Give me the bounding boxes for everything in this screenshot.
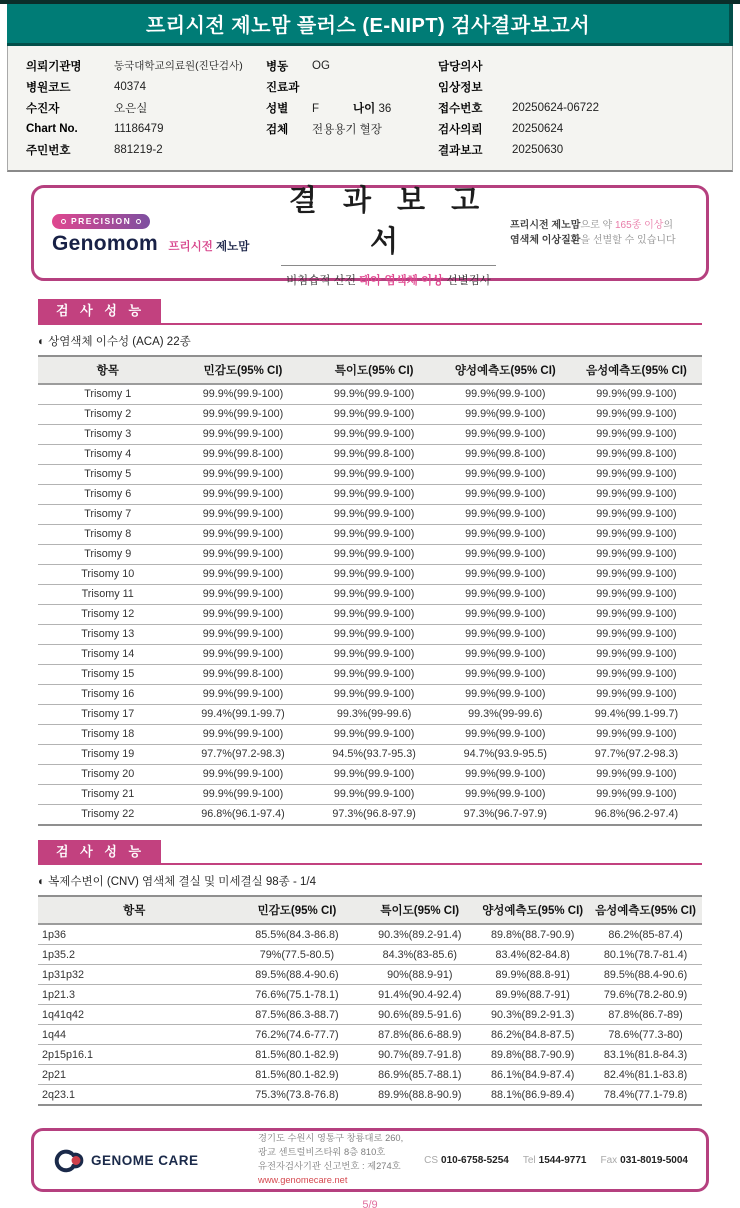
address-line-2: 유전자검사기관 신고번호 : 제274호 — [258, 1161, 401, 1172]
page-number: 5/9 — [362, 1199, 378, 1208]
value-cell: 89.8%(88.7-90.9) — [476, 924, 589, 945]
column-header: 민감도(95% CI) — [177, 356, 308, 384]
value-cell: 85.5%(84.3-86.8) — [231, 924, 364, 945]
value-cell: 87.5%(86.3-88.7) — [231, 1005, 364, 1025]
column-header: 특이도(95% CI) — [363, 896, 476, 924]
section-header-cnv — [38, 840, 702, 866]
value-cell: 99.9%(99.9-100) — [571, 524, 702, 544]
field-label-report-date: 결과보고 — [438, 144, 483, 157]
value-cell: 99.9%(99.9-100) — [440, 664, 571, 684]
footer — [31, 1128, 709, 1192]
column-header: 양성예측도(95% CI) — [476, 896, 589, 924]
value-cell: 99.9%(99.9-100) — [309, 764, 440, 784]
field-label-doctor: 담당의사 — [438, 60, 483, 73]
table-row — [38, 484, 702, 504]
value-cell: 99.9%(99.9-100) — [309, 544, 440, 564]
value-cell: 99.9%(99.9-100) — [440, 604, 571, 624]
value-cell: 99.9%(99.9-100) — [440, 564, 571, 584]
field-value-resident-no: 881219-2 — [114, 143, 163, 156]
table-row — [38, 1005, 702, 1025]
value-cell: 99.9%(99.9-100) — [440, 584, 571, 604]
value-cell: 99.9%(99.9-100) — [440, 404, 571, 424]
value-cell: 99.9%(99.9-100) — [440, 764, 571, 784]
field-label-patient-name: 수진자 — [26, 102, 60, 115]
result-report-banner — [31, 185, 709, 287]
value-cell: 99.9%(99.9-100) — [571, 764, 702, 784]
item-cell: Trisomy 19 — [38, 744, 177, 764]
value-cell: 99.9%(99.9-100) — [309, 384, 440, 405]
brand-korean: 프리시전 제노맘 — [168, 240, 250, 253]
item-cell: Trisomy 14 — [38, 644, 177, 664]
item-cell: 1p35.2 — [38, 945, 231, 965]
value-cell: 89.9%(88.8-90.9) — [363, 1085, 476, 1106]
age-value: 36 — [378, 102, 392, 115]
value-cell: 99.3%(99-99.6) — [309, 704, 440, 724]
item-cell: Trisomy 17 — [38, 704, 177, 724]
website-url: www.genomecare.net — [258, 1175, 348, 1186]
table-row — [38, 624, 702, 644]
field-value-specimen: 전용용기 혈장 — [312, 123, 382, 136]
badge-dot-left-icon — [61, 219, 66, 224]
section-tab-label: 검 사 성 능 — [38, 299, 161, 323]
field-value-patient-name: 오은실 — [114, 102, 148, 115]
item-cell: Trisomy 7 — [38, 504, 177, 524]
value-cell: 99.9%(99.9-100) — [440, 724, 571, 744]
table-row — [38, 644, 702, 664]
value-cell: 99.9%(99.9-100) — [440, 644, 571, 664]
value-cell: 79.6%(78.2-80.9) — [589, 985, 702, 1005]
value-cell: 99.4%(99.1-99.7) — [177, 704, 308, 724]
value-cell: 88.1%(86.9-89.4) — [476, 1085, 589, 1106]
table-row — [38, 604, 702, 624]
table-row — [38, 804, 702, 825]
value-cell: 91.4%(90.4-92.4) — [363, 985, 476, 1005]
value-cell: 99.3%(99-99.6) — [440, 704, 571, 724]
item-cell: Trisomy 18 — [38, 724, 177, 744]
value-cell: 99.9%(99.9-100) — [177, 624, 308, 644]
banner-note: 프리시전 제노맘으로 약 165종 이상의 염색체 이상질환을 선별할 수 있습니다 — [510, 219, 676, 246]
value-cell: 80.1%(78.7-81.4) — [589, 945, 702, 965]
report-title: 프리시전 제노맘 플러스 (E-NIPT) 검사결과보고서 — [145, 15, 591, 37]
item-cell: Trisomy 6 — [38, 484, 177, 504]
value-cell: 99.9%(99.9-100) — [177, 404, 308, 424]
value-cell: 99.9%(99.9-100) — [177, 724, 308, 744]
banner-title: 결 과 보 고 서 — [288, 185, 489, 258]
table-row — [38, 744, 702, 764]
footer-contacts — [424, 1155, 688, 1166]
value-cell: 99.9%(99.9-100) — [177, 564, 308, 584]
item-cell: 2q23.1 — [38, 1085, 231, 1106]
value-cell: 89.9%(88.7-91) — [476, 985, 589, 1005]
section-tab-label: 검 사 성 능 — [38, 840, 161, 864]
value-cell: 89.5%(88.4-90.6) — [231, 965, 364, 985]
value-cell: 99.9%(99.9-100) — [440, 464, 571, 484]
value-cell: 89.9%(88.8-91) — [476, 965, 589, 985]
field-label-resident-no: 주민번호 — [26, 144, 71, 157]
value-cell: 99.9%(99.9-100) — [309, 584, 440, 604]
value-cell: 99.9%(99.9-100) — [309, 684, 440, 704]
item-cell: Trisomy 20 — [38, 764, 177, 784]
value-cell: 99.9%(99.9-100) — [440, 384, 571, 405]
table-row — [38, 965, 702, 985]
value-cell: 96.8%(96.2-97.4) — [571, 804, 702, 825]
value-cell: 99.9%(99.9-100) — [177, 684, 308, 704]
value-cell: 99.9%(99.8-100) — [309, 444, 440, 464]
value-cell: 99.9%(99.9-100) — [440, 784, 571, 804]
value-cell: 94.5%(93.7-95.3) — [309, 744, 440, 764]
value-cell: 99.9%(99.9-100) — [571, 624, 702, 644]
table-row — [38, 524, 702, 544]
value-cell: 89.8%(88.7-90.9) — [476, 1045, 589, 1065]
value-cell: 99.9%(99.9-100) — [571, 784, 702, 804]
value-cell: 99.9%(99.9-100) — [571, 684, 702, 704]
value-cell: 99.9%(99.8-100) — [440, 444, 571, 464]
value-cell: 97.7%(97.2-98.3) — [571, 744, 702, 764]
value-cell: 75.3%(73.8-76.8) — [231, 1085, 364, 1106]
value-cell: 99.9%(99.9-100) — [440, 684, 571, 704]
value-cell: 99.9%(99.9-100) — [309, 424, 440, 444]
value-cell: 94.7%(93.9-95.5) — [440, 744, 571, 764]
value-cell: 99.9%(99.9-100) — [440, 504, 571, 524]
item-cell: 1q41q42 — [38, 1005, 231, 1025]
field-label-specimen: 검체 — [266, 123, 289, 136]
footer-address — [258, 1132, 408, 1188]
value-cell: 79%(77.5-80.5) — [231, 945, 364, 965]
value-cell: 99.9%(99.9-100) — [309, 464, 440, 484]
table-row — [38, 564, 702, 584]
value-cell: 99.4%(99.1-99.7) — [571, 704, 702, 724]
table-row — [38, 945, 702, 965]
table-header-row — [38, 356, 702, 384]
cnv-performance-table — [38, 895, 702, 1106]
value-cell: 99.9%(99.9-100) — [309, 484, 440, 504]
genome-care-mark-icon — [52, 1147, 84, 1174]
table-row — [38, 504, 702, 524]
item-cell: 1q44 — [38, 1025, 231, 1045]
table-row — [38, 444, 702, 464]
section-subtitle-cnv: ◐ 복제수변이 (CNV) 염색체 결실 및 미세결실 98종 - 1/4 — [38, 876, 316, 889]
value-cell: 76.2%(74.6-77.7) — [231, 1025, 364, 1045]
value-cell: 97.7%(97.2-98.3) — [177, 744, 308, 764]
value-cell: 99.9%(99.9-100) — [571, 604, 702, 624]
value-cell: 83.4%(82-84.8) — [476, 945, 589, 965]
genomom-logo — [52, 211, 267, 256]
value-cell: 99.9%(99.9-100) — [309, 604, 440, 624]
value-cell: 99.9%(99.9-100) — [440, 624, 571, 644]
value-cell: 99.9%(99.9-100) — [177, 504, 308, 524]
value-cell: 99.9%(99.9-100) — [177, 644, 308, 664]
value-cell: 99.9%(99.9-100) — [571, 464, 702, 484]
value-cell: 81.5%(80.1-82.9) — [231, 1045, 364, 1065]
table-row — [38, 1025, 702, 1045]
field-value-receipt-no: 20250624-06722 — [512, 101, 599, 114]
field-label-hospital-code: 병원코드 — [26, 81, 71, 94]
patient-info-grid — [26, 55, 718, 160]
value-cell: 82.4%(81.1-83.8) — [589, 1065, 702, 1085]
value-cell: 99.9%(99.9-100) — [309, 724, 440, 744]
field-label-test-request-date: 검사의뢰 — [438, 123, 483, 136]
item-cell: Trisomy 15 — [38, 664, 177, 684]
value-cell: 96.8%(96.1-97.4) — [177, 804, 308, 825]
field-label-chart-no: Chart No. — [26, 122, 78, 135]
contact-cs: CS 010-6758-5254 — [424, 1154, 509, 1166]
item-cell: 1p21.3 — [38, 985, 231, 1005]
value-cell: 90%(88.9-91) — [363, 965, 476, 985]
value-cell: 99.9%(99.9-100) — [571, 564, 702, 584]
value-cell: 99.9%(99.9-100) — [177, 544, 308, 564]
table-row — [38, 464, 702, 484]
value-cell: 89.5%(88.4-90.6) — [589, 965, 702, 985]
precision-badge: PRECISION — [52, 214, 150, 229]
field-value-institution: 동국대학교의료원(진단검사) — [114, 60, 243, 72]
value-cell: 99.9%(99.9-100) — [571, 404, 702, 424]
table-header-row — [38, 896, 702, 924]
table-row — [38, 1085, 702, 1106]
field-label-clinical-info: 임상정보 — [438, 81, 483, 94]
item-cell: 2p21 — [38, 1065, 231, 1085]
value-cell: 97.3%(96.8-97.9) — [309, 804, 440, 825]
value-cell: 99.9%(99.8-100) — [571, 444, 702, 464]
value-cell: 99.9%(99.8-100) — [177, 664, 308, 684]
contact-fax: Fax 031-8019-5004 — [600, 1154, 688, 1166]
value-cell: 99.9%(99.9-100) — [571, 644, 702, 664]
table-row — [38, 584, 702, 604]
brand-wordmark: Genomom — [52, 231, 158, 255]
value-cell: 99.9%(99.9-100) — [177, 784, 308, 804]
value-cell: 99.9%(99.9-100) — [571, 484, 702, 504]
table-row — [38, 764, 702, 784]
value-cell: 97.3%(96.7-97.9) — [440, 804, 571, 825]
address-line-1: 경기도 수원시 영통구 창룡대로 260, 광교 센트럴비즈타워 8층 810호 — [258, 1133, 404, 1158]
table-row — [38, 1065, 702, 1085]
item-cell: Trisomy 8 — [38, 524, 177, 544]
value-cell: 99.9%(99.9-100) — [571, 384, 702, 405]
report-title-bar — [7, 4, 733, 46]
value-cell: 90.3%(89.2-91.4) — [363, 924, 476, 945]
value-cell: 99.9%(99.9-100) — [309, 784, 440, 804]
item-cell: Trisomy 4 — [38, 444, 177, 464]
table-row — [38, 704, 702, 724]
table-row — [38, 1045, 702, 1065]
field-label-institution: 의뢰기관명 — [26, 60, 82, 73]
value-cell: 84.3%(83-85.6) — [363, 945, 476, 965]
value-cell: 99.9%(99.9-100) — [177, 384, 308, 405]
value-cell: 81.5%(80.1-82.9) — [231, 1065, 364, 1085]
item-cell: Trisomy 5 — [38, 464, 177, 484]
field-label-department: 진료과 — [266, 81, 300, 94]
genome-care-logo — [52, 1147, 242, 1174]
value-cell: 99.9%(99.9-100) — [177, 524, 308, 544]
value-cell: 86.1%(84.9-87.4) — [476, 1065, 589, 1085]
field-label-sex: 성별 — [266, 102, 289, 115]
value-cell: 99.9%(99.9-100) — [571, 584, 702, 604]
item-cell: Trisomy 1 — [38, 384, 177, 405]
value-cell: 99.9%(99.9-100) — [440, 424, 571, 444]
value-cell: 83.1%(81.8-84.3) — [589, 1045, 702, 1065]
value-cell: 90.6%(89.5-91.6) — [363, 1005, 476, 1025]
value-cell: 99.9%(99.9-100) — [309, 504, 440, 524]
column-header: 민감도(95% CI) — [231, 896, 364, 924]
value-cell: 99.9%(99.8-100) — [177, 444, 308, 464]
value-cell: 99.9%(99.9-100) — [309, 624, 440, 644]
value-cell: 78.6%(77.3-80) — [589, 1025, 702, 1045]
column-header: 특이도(95% CI) — [309, 356, 440, 384]
value-cell: 99.9%(99.9-100) — [440, 484, 571, 504]
value-cell: 99.9%(99.9-100) — [571, 664, 702, 684]
table-row — [38, 664, 702, 684]
value-cell: 99.9%(99.9-100) — [309, 524, 440, 544]
field-label-ward: 병동 — [266, 60, 289, 73]
value-cell: 99.9%(99.9-100) — [177, 464, 308, 484]
table-row — [38, 985, 702, 1005]
column-header: 항목 — [38, 356, 177, 384]
sex-value: F — [312, 102, 320, 115]
value-cell: 90.7%(89.7-91.8) — [363, 1045, 476, 1065]
item-cell: Trisomy 22 — [38, 804, 177, 825]
field-label-age: 나이 — [353, 102, 376, 115]
aca-performance-table — [38, 355, 702, 826]
value-cell: 99.9%(99.9-100) — [177, 604, 308, 624]
value-cell: 99.9%(99.9-100) — [309, 404, 440, 424]
value-cell: 99.9%(99.9-100) — [571, 724, 702, 744]
value-cell: 99.9%(99.9-100) — [571, 424, 702, 444]
section-subtitle-aca: ◐ 상염색체 이수성 (ACA) 22종 — [38, 335, 191, 348]
item-cell: Trisomy 12 — [38, 604, 177, 624]
value-cell: 99.9%(99.9-100) — [177, 484, 308, 504]
value-cell: 99.9%(99.9-100) — [571, 504, 702, 524]
value-cell: 99.9%(99.9-100) — [309, 664, 440, 684]
table-row — [38, 924, 702, 945]
column-header: 음성예측도(95% CI) — [589, 896, 702, 924]
section-header-aca — [38, 299, 702, 325]
value-cell: 99.9%(99.9-100) — [571, 544, 702, 564]
table-row — [38, 724, 702, 744]
table-row — [38, 384, 702, 405]
value-cell: 99.9%(99.9-100) — [440, 544, 571, 564]
value-cell: 86.2%(85-87.4) — [589, 924, 702, 945]
item-cell: 1p31p32 — [38, 965, 231, 985]
field-value-hospital-code: 40374 — [114, 80, 146, 93]
table-row — [38, 404, 702, 424]
banner-center — [267, 178, 510, 288]
field-value-ward: OG — [312, 59, 330, 72]
value-cell: 86.2%(84.8-87.5) — [476, 1025, 589, 1045]
item-cell: Trisomy 10 — [38, 564, 177, 584]
banner-subtitle: 비침습적 산전 태아 염색체 이상 선별검사 — [286, 275, 491, 287]
item-cell: Trisomy 9 — [38, 544, 177, 564]
value-cell: 90.3%(89.2-91.3) — [476, 1005, 589, 1025]
value-cell: 99.9%(99.9-100) — [309, 644, 440, 664]
column-header: 항목 — [38, 896, 231, 924]
value-cell: 99.9%(99.9-100) — [440, 524, 571, 544]
field-label-receipt-no: 접수번호 — [438, 102, 483, 115]
contact-tel: Tel 1544-9771 — [522, 1154, 587, 1166]
value-cell: 87.8%(86.7-89) — [589, 1005, 702, 1025]
table-row — [38, 784, 702, 804]
item-cell: Trisomy 21 — [38, 784, 177, 804]
column-header: 음성예측도(95% CI) — [571, 356, 702, 384]
table-row — [38, 684, 702, 704]
value-cell: 76.6%(75.1-78.1) — [231, 985, 364, 1005]
field-value-chart-no: 11186479 — [114, 122, 164, 135]
item-cell: Trisomy 16 — [38, 684, 177, 704]
value-cell: 86.9%(85.7-88.1) — [363, 1065, 476, 1085]
table-row — [38, 544, 702, 564]
item-cell: 1p36 — [38, 924, 231, 945]
item-cell: 2p15p16.1 — [38, 1045, 231, 1065]
patient-info-panel — [7, 46, 733, 172]
item-cell: Trisomy 13 — [38, 624, 177, 644]
table-row — [38, 424, 702, 444]
value-cell: 87.8%(86.6-88.9) — [363, 1025, 476, 1045]
value-cell: 78.4%(77.1-79.8) — [589, 1085, 702, 1106]
value-cell: 99.9%(99.9-100) — [177, 424, 308, 444]
value-cell: 99.9%(99.9-100) — [177, 764, 308, 784]
item-cell: Trisomy 3 — [38, 424, 177, 444]
field-value-test-request-date: 20250624 — [512, 122, 564, 135]
value-cell: 99.9%(99.9-100) — [309, 564, 440, 584]
badge-dot-right-icon — [136, 219, 141, 224]
field-value-sex-age — [312, 100, 438, 116]
banner-divider — [281, 265, 496, 266]
footer-brand: GENOME CARE — [91, 1152, 199, 1168]
value-cell: 99.9%(99.9-100) — [177, 584, 308, 604]
item-cell: Trisomy 2 — [38, 404, 177, 424]
field-value-report-date: 20250630 — [512, 143, 564, 156]
item-cell: Trisomy 11 — [38, 584, 177, 604]
column-header: 양성예측도(95% CI) — [440, 356, 571, 384]
